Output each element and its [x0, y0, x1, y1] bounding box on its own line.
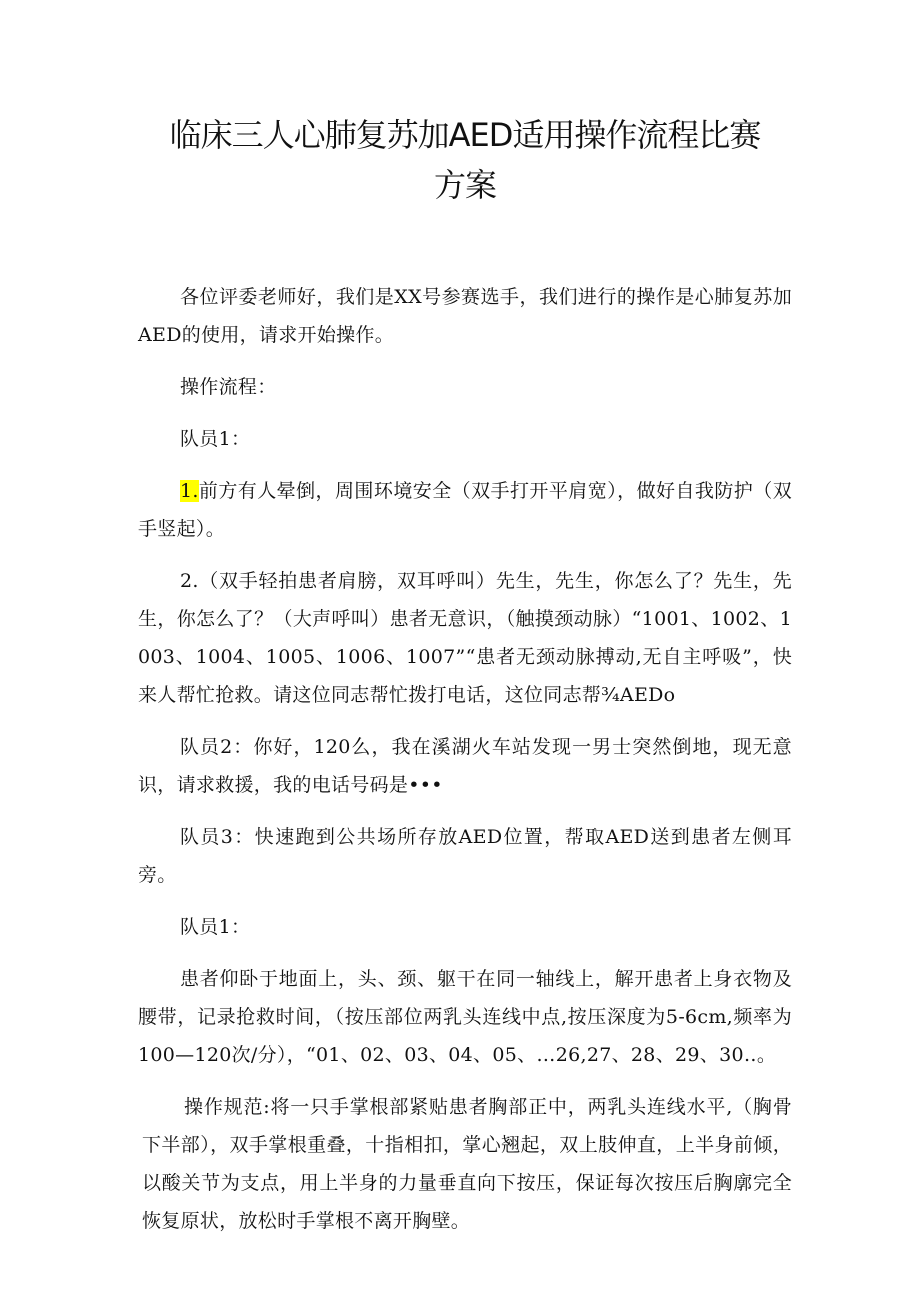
title-line-1: 临床三人心肺复苏加AED适用操作流程比赛: [169, 116, 761, 154]
step-2-paragraph: 2.（双手轻拍患者肩膀，双耳呼叫）先生，先生，你怎么了？先生，先生，你怎么了？（大声呼叫）患者无意识，（触摸颈动脉）“1001、1002、1003、1004、1005、1006、1007”“患者无颈动脉搏动,无自主呼吸”，快来人帮忙抢救。请这位同志帮忙拨打电话，这位同志帮¾AEDo: [138, 570, 792, 706]
member-3-paragraph: 队员3：快速跑到公共场所存放AED位置，帮取AED送到患者左侧耳旁。: [138, 826, 792, 886]
step-1-paragraph: [138, 472, 792, 548]
compression-paragraph: 患者仰卧于地面上，头、颈、躯干在同一轴线上，解开患者上身衣物及腰带，记录抢救时间，（按压部位两乳头连线中点,按压深度为5-6cm,频率为100—120次/分），“01、02、03、04、05、…26,27、28、29、30‥。: [138, 968, 792, 1066]
member-1-label-second: 队员1：: [180, 916, 251, 938]
step-1-text: 前方有人晕倒，周围环境安全（双手打开平肩宽），做好自我防护（双手竖起）。: [138, 480, 792, 540]
step-1-number-highlight: 1.: [180, 480, 199, 502]
title-line-2: 方案: [433, 166, 496, 204]
intro-paragraph: 各位评委老师好，我们是XX号参赛选手，我们进行的操作是心肺复苏加AED的使用，请求开始操作。: [138, 286, 792, 346]
member-2-paragraph: 队员2：你好，120么，我在溪湖火车站发现一男士突然倒地，现无意识，请求救援，我的电话号码是•••: [138, 736, 792, 796]
member-1-label: 队员1：: [180, 428, 251, 450]
document-title: [138, 110, 792, 210]
operation-spec-paragraph: 操作规范:将一只手掌根部紧贴患者胸部正中，两乳头连线水平,（胸骨下半部），双手掌根重叠，十指相扣，掌心翘起，双上肢伸直，上半身前倾，以酸关节为支点，用上半身的力量垂直向下按压，保证每次按压后胸廓完全恢复原状，放松时手掌根不离开胸壁。: [142, 1096, 792, 1232]
procedure-heading: 操作流程：: [180, 376, 277, 398]
